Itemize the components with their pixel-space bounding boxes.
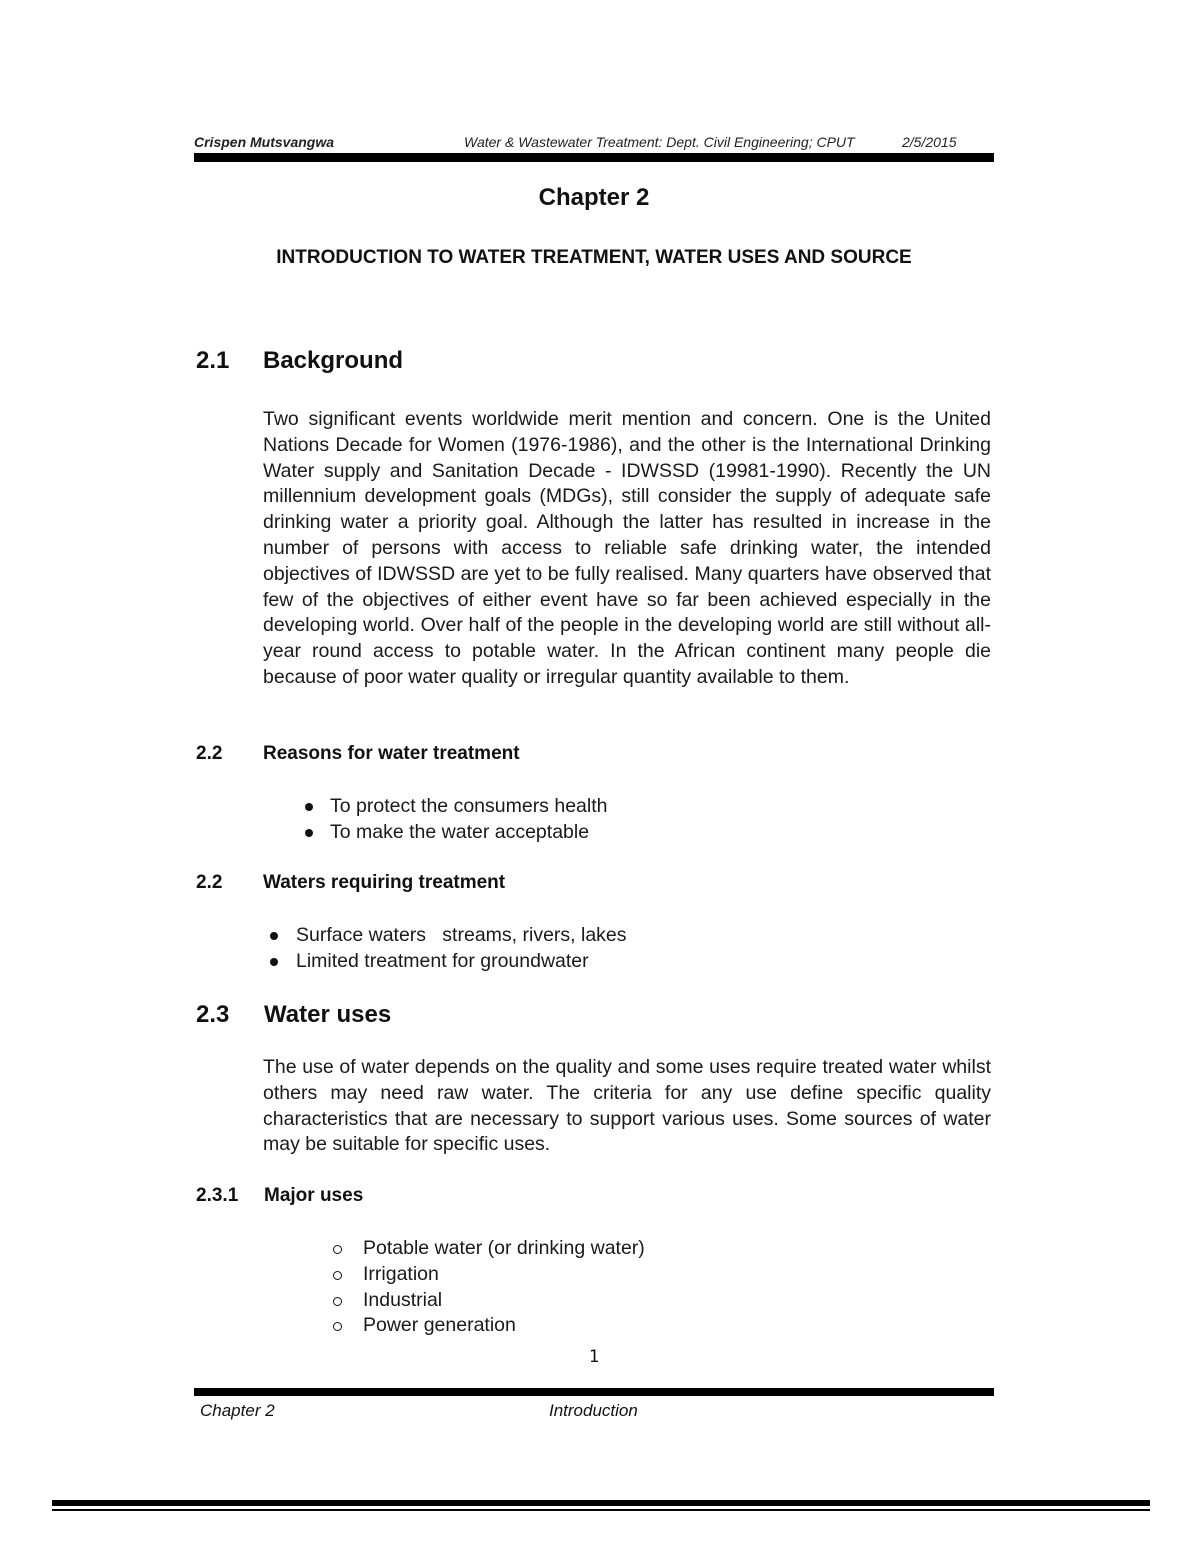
major-uses-list xyxy=(333,1236,933,1339)
header-course: Water & Wastewater Treatment: Dept. Civil Engineering; CPUT xyxy=(464,134,855,150)
list-item xyxy=(305,820,905,846)
list-item-text: Power generation xyxy=(363,1314,516,1337)
section-heading-major-uses xyxy=(196,1185,796,1211)
chapter-subtitle: INTRODUCTION TO WATER TREATMENT, WATER USES AND SOURCE xyxy=(276,247,912,268)
list-item-text: To make the water acceptable xyxy=(330,820,590,843)
waters-requiring-list xyxy=(270,923,870,975)
section-title: Background xyxy=(263,347,404,374)
bullet-icon xyxy=(270,932,278,940)
header-rule xyxy=(194,153,994,162)
list-item-text: Limited treatment for groundwater xyxy=(296,949,589,972)
section-title: Reasons for water treatment xyxy=(263,743,520,764)
background-paragraph: Two significant events worldwide merit mention and concern. One is the United Nations Decade for Women (1976-1986), and the other is the International Drinking Water supply and Sanitation Decade - IDWSSD (19981-1990). Recently the UN millennium development goals (MDGs), still consider the supply of adequate safe drinking water a priority goal. Although the latter has resulted in increase in the number of persons with access to reliable safe drinking water, the intended objectives of IDWSSD are yet to be fully realised. Many quarters have observed that few of the objectives of either event have so far been achieved especially in the developing world. Over half of the people in the developing world are still without all-year round access to potable water. In the African continent many people die because of poor water quality or irregular quantity available to them. xyxy=(263,408,991,688)
list-item xyxy=(333,1288,933,1314)
list-item-text: Potable water (or drinking water) xyxy=(363,1237,645,1259)
list-item xyxy=(333,1236,933,1262)
water-uses-paragraph: The use of water depends on the quality and some uses require treated water whilst others may need raw water. The criteria for any use define specific quality characteristics that are necessary to support various uses. Some sources of water may be suitable for specific uses. xyxy=(263,1056,991,1156)
circle-bullet-icon xyxy=(333,1297,342,1306)
chapter-title: Chapter 2 xyxy=(538,184,650,211)
section-number: 2.1 xyxy=(196,347,230,374)
page-break-rule-thin xyxy=(52,1509,1150,1511)
bullet-icon xyxy=(270,958,278,966)
reasons-list xyxy=(305,794,905,846)
header-date: 2/5/2015 xyxy=(902,134,957,150)
section-title: Waters requiring treatment xyxy=(263,872,506,893)
page-number: 1 xyxy=(588,1347,600,1367)
list-item xyxy=(270,949,870,975)
list-item xyxy=(305,794,905,820)
section-heading-reasons xyxy=(196,743,796,769)
list-item-text: Industrial xyxy=(363,1288,443,1311)
list-item xyxy=(333,1313,933,1339)
section-heading-waters-requiring xyxy=(196,872,796,898)
bullet-icon xyxy=(305,829,313,837)
footer-chapter: Chapter 2 xyxy=(200,1401,275,1420)
section-number: 2.3.1 xyxy=(196,1185,239,1206)
footer-section: Introduction xyxy=(549,1401,638,1420)
section-heading-water-uses xyxy=(196,1001,796,1033)
list-item xyxy=(270,923,870,949)
list-item xyxy=(333,1262,933,1288)
page-break-rule xyxy=(52,1500,1150,1506)
bullet-icon xyxy=(305,803,313,811)
circle-bullet-icon xyxy=(333,1322,342,1331)
section-title: Major uses xyxy=(264,1185,364,1206)
circle-bullet-icon xyxy=(333,1245,342,1254)
list-item-text: To protect the consumers health xyxy=(330,795,608,817)
list-item-text: Irrigation xyxy=(363,1262,439,1285)
section-number: 2.2 xyxy=(196,872,223,893)
section-title: Water uses xyxy=(264,1001,392,1028)
list-item-text: Surface waters streams, rivers, lakes xyxy=(296,924,627,946)
section-number: 2.3 xyxy=(196,1001,230,1028)
footer-rule xyxy=(194,1388,994,1396)
section-heading-background xyxy=(196,347,796,379)
header-author: Crispen Mutsvangwa xyxy=(194,134,335,150)
circle-bullet-icon xyxy=(333,1271,342,1280)
section-number: 2.2 xyxy=(196,743,223,764)
